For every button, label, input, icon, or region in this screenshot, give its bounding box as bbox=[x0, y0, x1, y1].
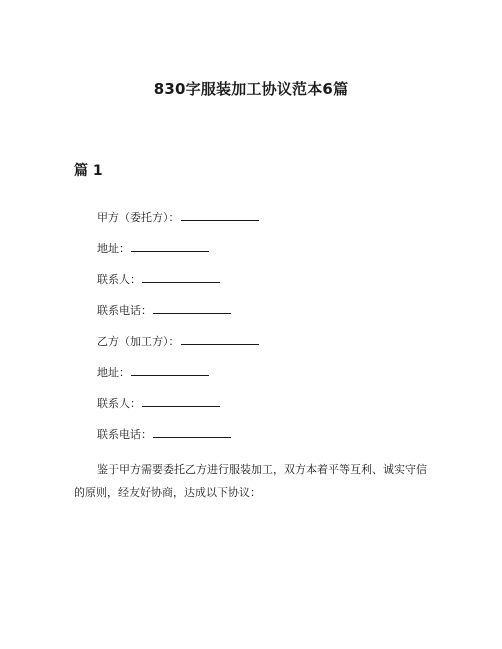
party-b-name-field bbox=[97, 334, 259, 349]
fill-in-blank bbox=[142, 396, 220, 407]
fill-in-blank bbox=[153, 427, 231, 438]
party-b-address-field bbox=[97, 365, 209, 380]
party-b-phone-field bbox=[97, 427, 231, 442]
party-a-phone-field bbox=[97, 303, 231, 318]
section-heading: 篇 1 bbox=[74, 163, 103, 179]
fill-in-blank bbox=[131, 241, 209, 252]
fill-in-blank bbox=[153, 303, 231, 314]
field-label: 甲方（委托方）： bbox=[97, 211, 180, 224]
field-label: 乙方（加工方）： bbox=[97, 335, 180, 348]
field-label: 联系人： bbox=[97, 273, 141, 286]
field-label: 地址： bbox=[97, 366, 130, 379]
party-b-contact-field bbox=[97, 396, 220, 411]
field-label: 联系电话： bbox=[97, 304, 152, 317]
party-a-name-field bbox=[97, 210, 259, 225]
fill-in-blank bbox=[131, 365, 209, 376]
field-label: 联系人： bbox=[97, 397, 141, 410]
document-title: 830字服装加工协议范本6篇 bbox=[153, 80, 349, 98]
fill-in-blank bbox=[142, 272, 220, 283]
party-a-address-field bbox=[97, 241, 209, 256]
field-label: 联系电话： bbox=[97, 428, 152, 441]
fill-in-blank bbox=[181, 334, 259, 345]
party-a-contact-field bbox=[97, 272, 220, 287]
fill-in-blank bbox=[181, 210, 259, 221]
field-label: 地址： bbox=[97, 242, 130, 255]
intro-paragraph: 鉴于甲方需要委托乙方进行服装加工，双方本着平等互利、诚实守信的原则，经友好协商，达成以下协议： bbox=[74, 463, 427, 499]
